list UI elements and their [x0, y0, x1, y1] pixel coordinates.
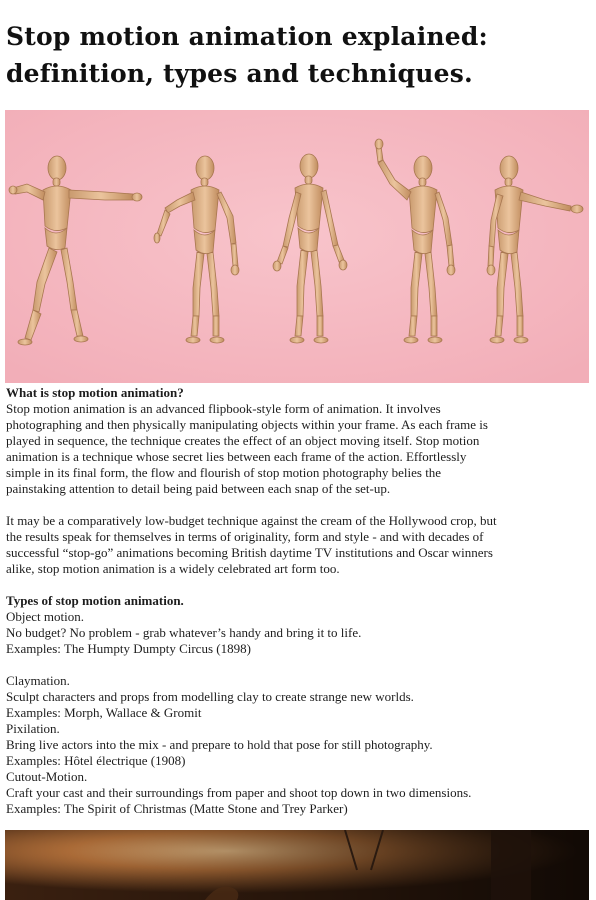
paragraph-line: photographing and then physically manipulating objects within your frame. As each frame is — [6, 417, 488, 432]
type-desc-claymation: Sculpt characters and props from modelling clay to create strange new worlds. — [6, 689, 414, 704]
paragraph-line: animation is a technique whose secret lies between each frame of the action. Effortlessly — [6, 449, 467, 464]
paragraph-line: painstaking attention to detail being paid between each snap of the set-up. — [6, 481, 391, 496]
type-desc-object-motion: No budget? No problem - grab whatever’s handy and bring it to life. — [6, 625, 362, 640]
type-name-claymation: Claymation. — [6, 673, 70, 688]
paragraph-line: played in sequence, the technique creates the effect of an object moving itself. Stop motion — [6, 433, 480, 448]
paragraph-line: Stop motion animation is an advanced flipbook-style form of animation. It involves — [6, 401, 441, 416]
studio-photo — [5, 830, 589, 900]
paragraph-gap — [6, 497, 590, 513]
paragraph-line: alike, stop motion animation is a widely celebrated art form too. — [6, 561, 340, 576]
paragraph-line: successful “stop-go” animations becoming British daytime TV institutions and Oscar winners — [6, 545, 493, 560]
type-name-object-motion: Object motion. — [6, 609, 84, 624]
paragraph-line: the results speak for themselves in terms of originality, form and style - and with decades of — [6, 529, 484, 544]
hero-image — [5, 110, 589, 383]
type-desc-pixilation: Bring live actors into the mix - and prepare to hold that pose for still photography. — [6, 737, 433, 752]
paragraph-gap — [6, 577, 590, 593]
type-examples-claymation: Examples: Morph, Wallace & Gromit — [6, 705, 202, 720]
section-heading-types: Types of stop motion animation. — [6, 593, 184, 608]
paragraph-line: simple in its final form, the flow and flourish of stop motion photography belies the — [6, 465, 442, 480]
article-title-line2: definition, types and techniques. — [6, 59, 473, 88]
type-examples-pixilation: Examples: Hôtel électrique (1908) — [6, 753, 186, 768]
type-examples-cutout: Examples: The Spirit of Christmas (Matte Stone and Trey Parker) — [6, 801, 348, 816]
type-name-pixilation: Pixilation. — [6, 721, 60, 736]
section-heading-what-is: What is stop motion animation? — [6, 385, 184, 400]
type-examples-object-motion: Examples: The Humpty Dumpty Circus (1898) — [6, 641, 251, 656]
article-title — [6, 18, 586, 92]
paragraph-line: It may be a comparatively low-budget technique against the cream of the Hollywood crop, but — [6, 513, 497, 528]
paragraph-gap — [6, 657, 590, 673]
type-desc-cutout: Craft your cast and their surroundings from paper and shoot top down in two dimensions. — [6, 785, 472, 800]
article-title-line1: Stop motion animation explained: — [6, 22, 488, 51]
article-body — [6, 385, 590, 817]
type-name-cutout: Cutout-Motion. — [6, 769, 88, 784]
